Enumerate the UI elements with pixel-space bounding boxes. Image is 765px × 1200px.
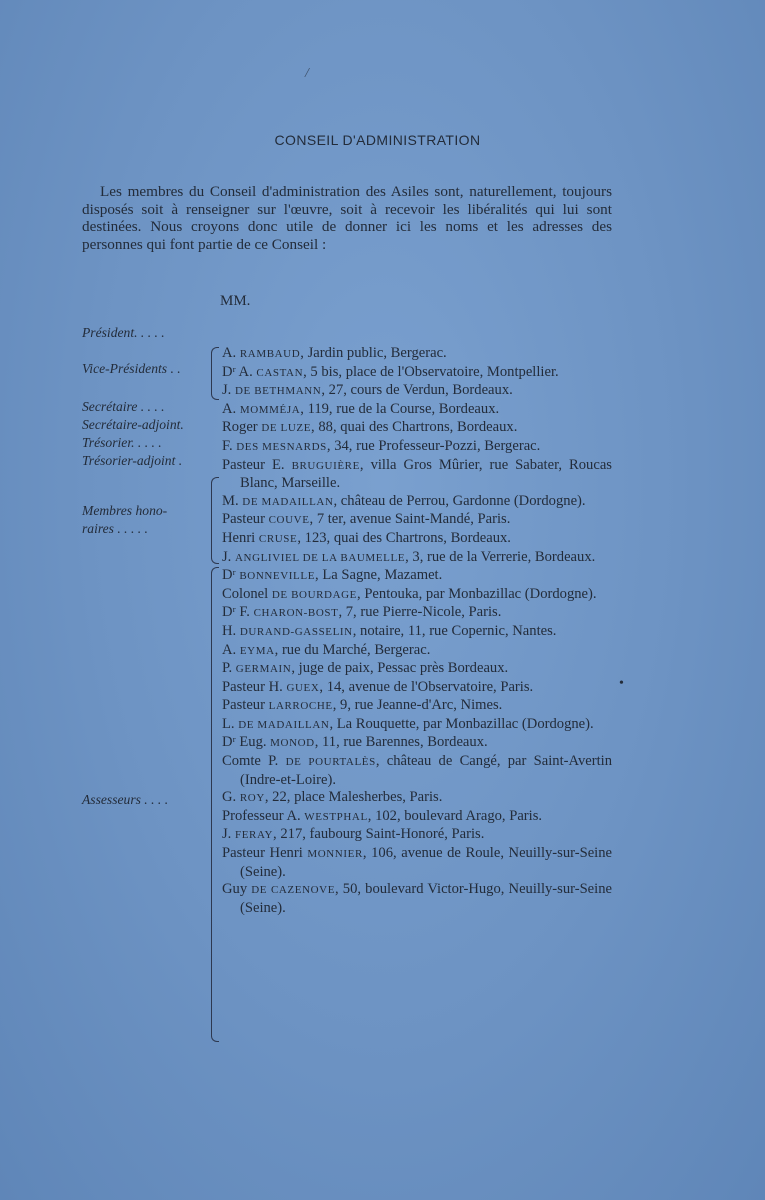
member-surname: DURAND-GASSELIN bbox=[239, 625, 353, 638]
member-address: , 27, cours de Verdun, Bordeaux. bbox=[321, 382, 513, 399]
member-address: , Pentouka, par Monbazillac (Dordogne). bbox=[357, 585, 597, 602]
member-entry bbox=[222, 734, 612, 753]
member-address: , 217, faubourg Saint-Honoré, Paris. bbox=[273, 826, 485, 843]
member-prefix: G. bbox=[222, 789, 240, 806]
member-prefix: Dʳ F. bbox=[222, 604, 254, 621]
member-prefix: J. bbox=[222, 826, 235, 843]
mm-label: MM. bbox=[220, 293, 251, 309]
member-surname: DE BETHMANN bbox=[234, 385, 322, 398]
member-address: , villa Gros Mûrier, rue Sabater, Roucas Blanc, Marseille. bbox=[240, 456, 612, 492]
member-prefix: M. bbox=[222, 492, 243, 509]
stray-dot: • bbox=[619, 676, 624, 691]
member-address: , 34, rue Professeur-Pozzi, Bergerac. bbox=[326, 437, 541, 454]
brace bbox=[211, 347, 219, 400]
member-prefix: J. bbox=[222, 548, 235, 565]
member-entry bbox=[222, 660, 612, 679]
role-label: Trésorier-adjoint . bbox=[82, 453, 183, 468]
member-address: , 9, rue Jeanne-d'Arc, Nimes. bbox=[332, 697, 503, 714]
intro-paragraph bbox=[82, 183, 612, 253]
member-prefix: Guy bbox=[222, 881, 252, 898]
member-address: , château de Cangé, par Saint-Avertin (Indre-et-Loire). bbox=[240, 753, 612, 788]
member-entry bbox=[222, 438, 612, 457]
member-entry bbox=[222, 511, 612, 530]
member-prefix: H. bbox=[222, 622, 240, 639]
member-surname: BONNEVILLE bbox=[239, 570, 316, 583]
member-entry bbox=[222, 604, 612, 623]
member-address: , 3, rue de la Verrerie, Bordeaux. bbox=[405, 548, 596, 565]
member-entry bbox=[222, 623, 612, 642]
member-address: , 88, quai des Chartrons, Bordeaux. bbox=[311, 419, 518, 436]
member-surname: RAMBAUD bbox=[239, 348, 301, 360]
member-prefix: P. bbox=[222, 660, 236, 677]
member-entry bbox=[222, 679, 612, 698]
intro-text: Les membres du Conseil d'administration des Asiles sont, naturellement, toujours disposés soit à renseigner sur l'œuvre, soit à recevoir les libéralités qui lui sont destinées. Nous croyons donc utile de donner ici les noms et les adresses des personnes qui font partie de ce Conseil : bbox=[82, 183, 612, 253]
member-surname: CASTAN bbox=[256, 366, 304, 379]
member-entry bbox=[222, 419, 612, 438]
member-address: , juge de paix, Pessac près Bordeaux. bbox=[291, 660, 509, 677]
member-entry bbox=[222, 808, 612, 827]
member-entry bbox=[222, 549, 612, 568]
role-label: Secrétaire . . . . bbox=[82, 399, 165, 414]
member-prefix: Pasteur Henri bbox=[222, 845, 308, 862]
member-address: , 7 ter, avenue Saint-Mandé, Paris. bbox=[309, 511, 511, 528]
member-surname: DE BOURDAGE bbox=[271, 588, 358, 601]
member-address: , 119, rue de la Course, Bordeaux. bbox=[300, 400, 500, 417]
member-prefix: Henri bbox=[222, 529, 259, 546]
member-surname: MOMMÉJA bbox=[239, 403, 301, 416]
member-surname: GERMAIN bbox=[235, 663, 292, 676]
member-prefix: Pasteur E. bbox=[222, 456, 292, 473]
brace bbox=[211, 477, 219, 564]
member-prefix: Dʳ bbox=[222, 567, 240, 584]
member-prefix: Comte P. bbox=[222, 753, 286, 770]
member-list bbox=[222, 345, 612, 917]
member-address: , 5 bis, place de l'Observatoire, Montpellier. bbox=[303, 363, 559, 380]
member-prefix: Pasteur H. bbox=[222, 678, 287, 695]
member-entry bbox=[222, 716, 612, 735]
member-surname: DE MADAILLAN bbox=[242, 495, 334, 508]
member-address: , 22, place Malesherbes, Paris. bbox=[264, 789, 443, 806]
member-surname: LARROCHE bbox=[268, 700, 333, 713]
member-prefix: Dʳ A. bbox=[222, 363, 257, 380]
member-entry bbox=[222, 382, 612, 401]
member-surname: ROY bbox=[239, 792, 265, 805]
member-surname: DE MADAILLAN bbox=[238, 718, 330, 731]
member-address: , 14, avenue de l'Observatoire, Paris. bbox=[319, 678, 534, 695]
member-surname: EYMA bbox=[239, 644, 275, 657]
member-prefix: Colonel bbox=[222, 585, 272, 602]
member-surname: ANGLIVIEL DE LA BAUMELLE bbox=[234, 551, 406, 564]
member-entry bbox=[222, 789, 612, 808]
role-label: Vice-Présidents . . bbox=[82, 361, 181, 376]
member-address: , notaire, 11, rue Copernic, Nantes. bbox=[352, 622, 557, 639]
member-surname: DE CAZENOVE bbox=[251, 884, 336, 897]
member-entry bbox=[222, 845, 612, 881]
member-address: , 50, boulevard Victor-Hugo, Neuilly-sur-Seine (Seine). bbox=[240, 881, 612, 916]
member-address: , 106, avenue de Roule, Neuilly-sur-Seine (Seine). bbox=[240, 845, 612, 880]
member-prefix: A. bbox=[222, 641, 240, 658]
member-surname: MONOD bbox=[270, 737, 315, 750]
member-prefix: Dʳ Eug. bbox=[222, 734, 271, 751]
member-address: , 7, rue Pierre-Nicole, Paris. bbox=[338, 604, 502, 621]
member-address: , La Sagne, Mazamet. bbox=[315, 567, 443, 584]
member-entry bbox=[222, 567, 612, 586]
member-entry bbox=[222, 753, 612, 789]
role-label: Secrétaire-adjoint. bbox=[82, 417, 184, 432]
member-entry bbox=[222, 826, 612, 845]
member-address: , Jardin public, Bergerac. bbox=[300, 345, 447, 361]
member-surname: DE LUZE bbox=[261, 422, 312, 435]
role-label: Trésorier. . . . . bbox=[82, 435, 162, 450]
member-surname: CRUSE bbox=[258, 532, 298, 545]
member-prefix: A. bbox=[222, 400, 240, 417]
member-prefix: Pasteur bbox=[222, 697, 269, 714]
member-entry bbox=[222, 530, 612, 549]
member-surname: MONNIER bbox=[307, 848, 363, 861]
member-address: , château de Perrou, Gardonne (Dordogne). bbox=[333, 492, 586, 509]
page-title: CONSEIL D'ADMINISTRATION bbox=[274, 132, 481, 148]
role-label: Membres hono- bbox=[82, 503, 168, 518]
member-surname: DE POURTALÈS bbox=[285, 756, 376, 769]
member-surname: FERAY bbox=[234, 829, 274, 842]
member-surname: DES MESNARDS bbox=[236, 440, 327, 453]
member-entry bbox=[222, 345, 612, 364]
member-prefix: L. bbox=[222, 715, 239, 732]
member-prefix: J. bbox=[222, 382, 235, 399]
member-surname: GUEX bbox=[286, 681, 320, 694]
member-surname: BRUGUIÈRE bbox=[291, 459, 360, 472]
member-entry bbox=[222, 586, 612, 605]
member-prefix: Roger bbox=[222, 419, 262, 436]
pencil-mark: / bbox=[305, 66, 309, 81]
member-address: , La Rouquette, par Monbazillac (Dordogne). bbox=[329, 715, 594, 732]
member-surname: COUVE bbox=[268, 514, 310, 527]
member-surname: WESTPHAL bbox=[304, 810, 368, 823]
member-entry bbox=[222, 642, 612, 661]
member-address: , 11, rue Barennes, Bordeaux. bbox=[314, 734, 488, 751]
member-prefix: F. bbox=[222, 437, 237, 454]
brace bbox=[211, 567, 219, 1042]
member-entry bbox=[222, 697, 612, 716]
member-surname: CHARON-BOST bbox=[253, 607, 339, 620]
member-address: , 123, quai des Chartrons, Bordeaux. bbox=[297, 529, 511, 546]
member-prefix: Pasteur bbox=[222, 511, 269, 528]
role-label: Assesseurs . . . . bbox=[82, 792, 169, 807]
member-prefix: A. bbox=[222, 345, 240, 361]
member-entry bbox=[222, 493, 612, 512]
member-prefix: Professeur A. bbox=[222, 807, 305, 824]
member-entry bbox=[222, 881, 612, 917]
member-address: , rue du Marché, Bergerac. bbox=[274, 641, 431, 658]
role-label: Président. . . . . bbox=[82, 325, 165, 340]
member-entry bbox=[222, 457, 612, 493]
member-address: , 102, boulevard Arago, Paris. bbox=[367, 807, 543, 824]
member-entry bbox=[222, 364, 612, 383]
member-entry bbox=[222, 401, 612, 420]
role-label: raires . . . . . bbox=[82, 521, 148, 536]
